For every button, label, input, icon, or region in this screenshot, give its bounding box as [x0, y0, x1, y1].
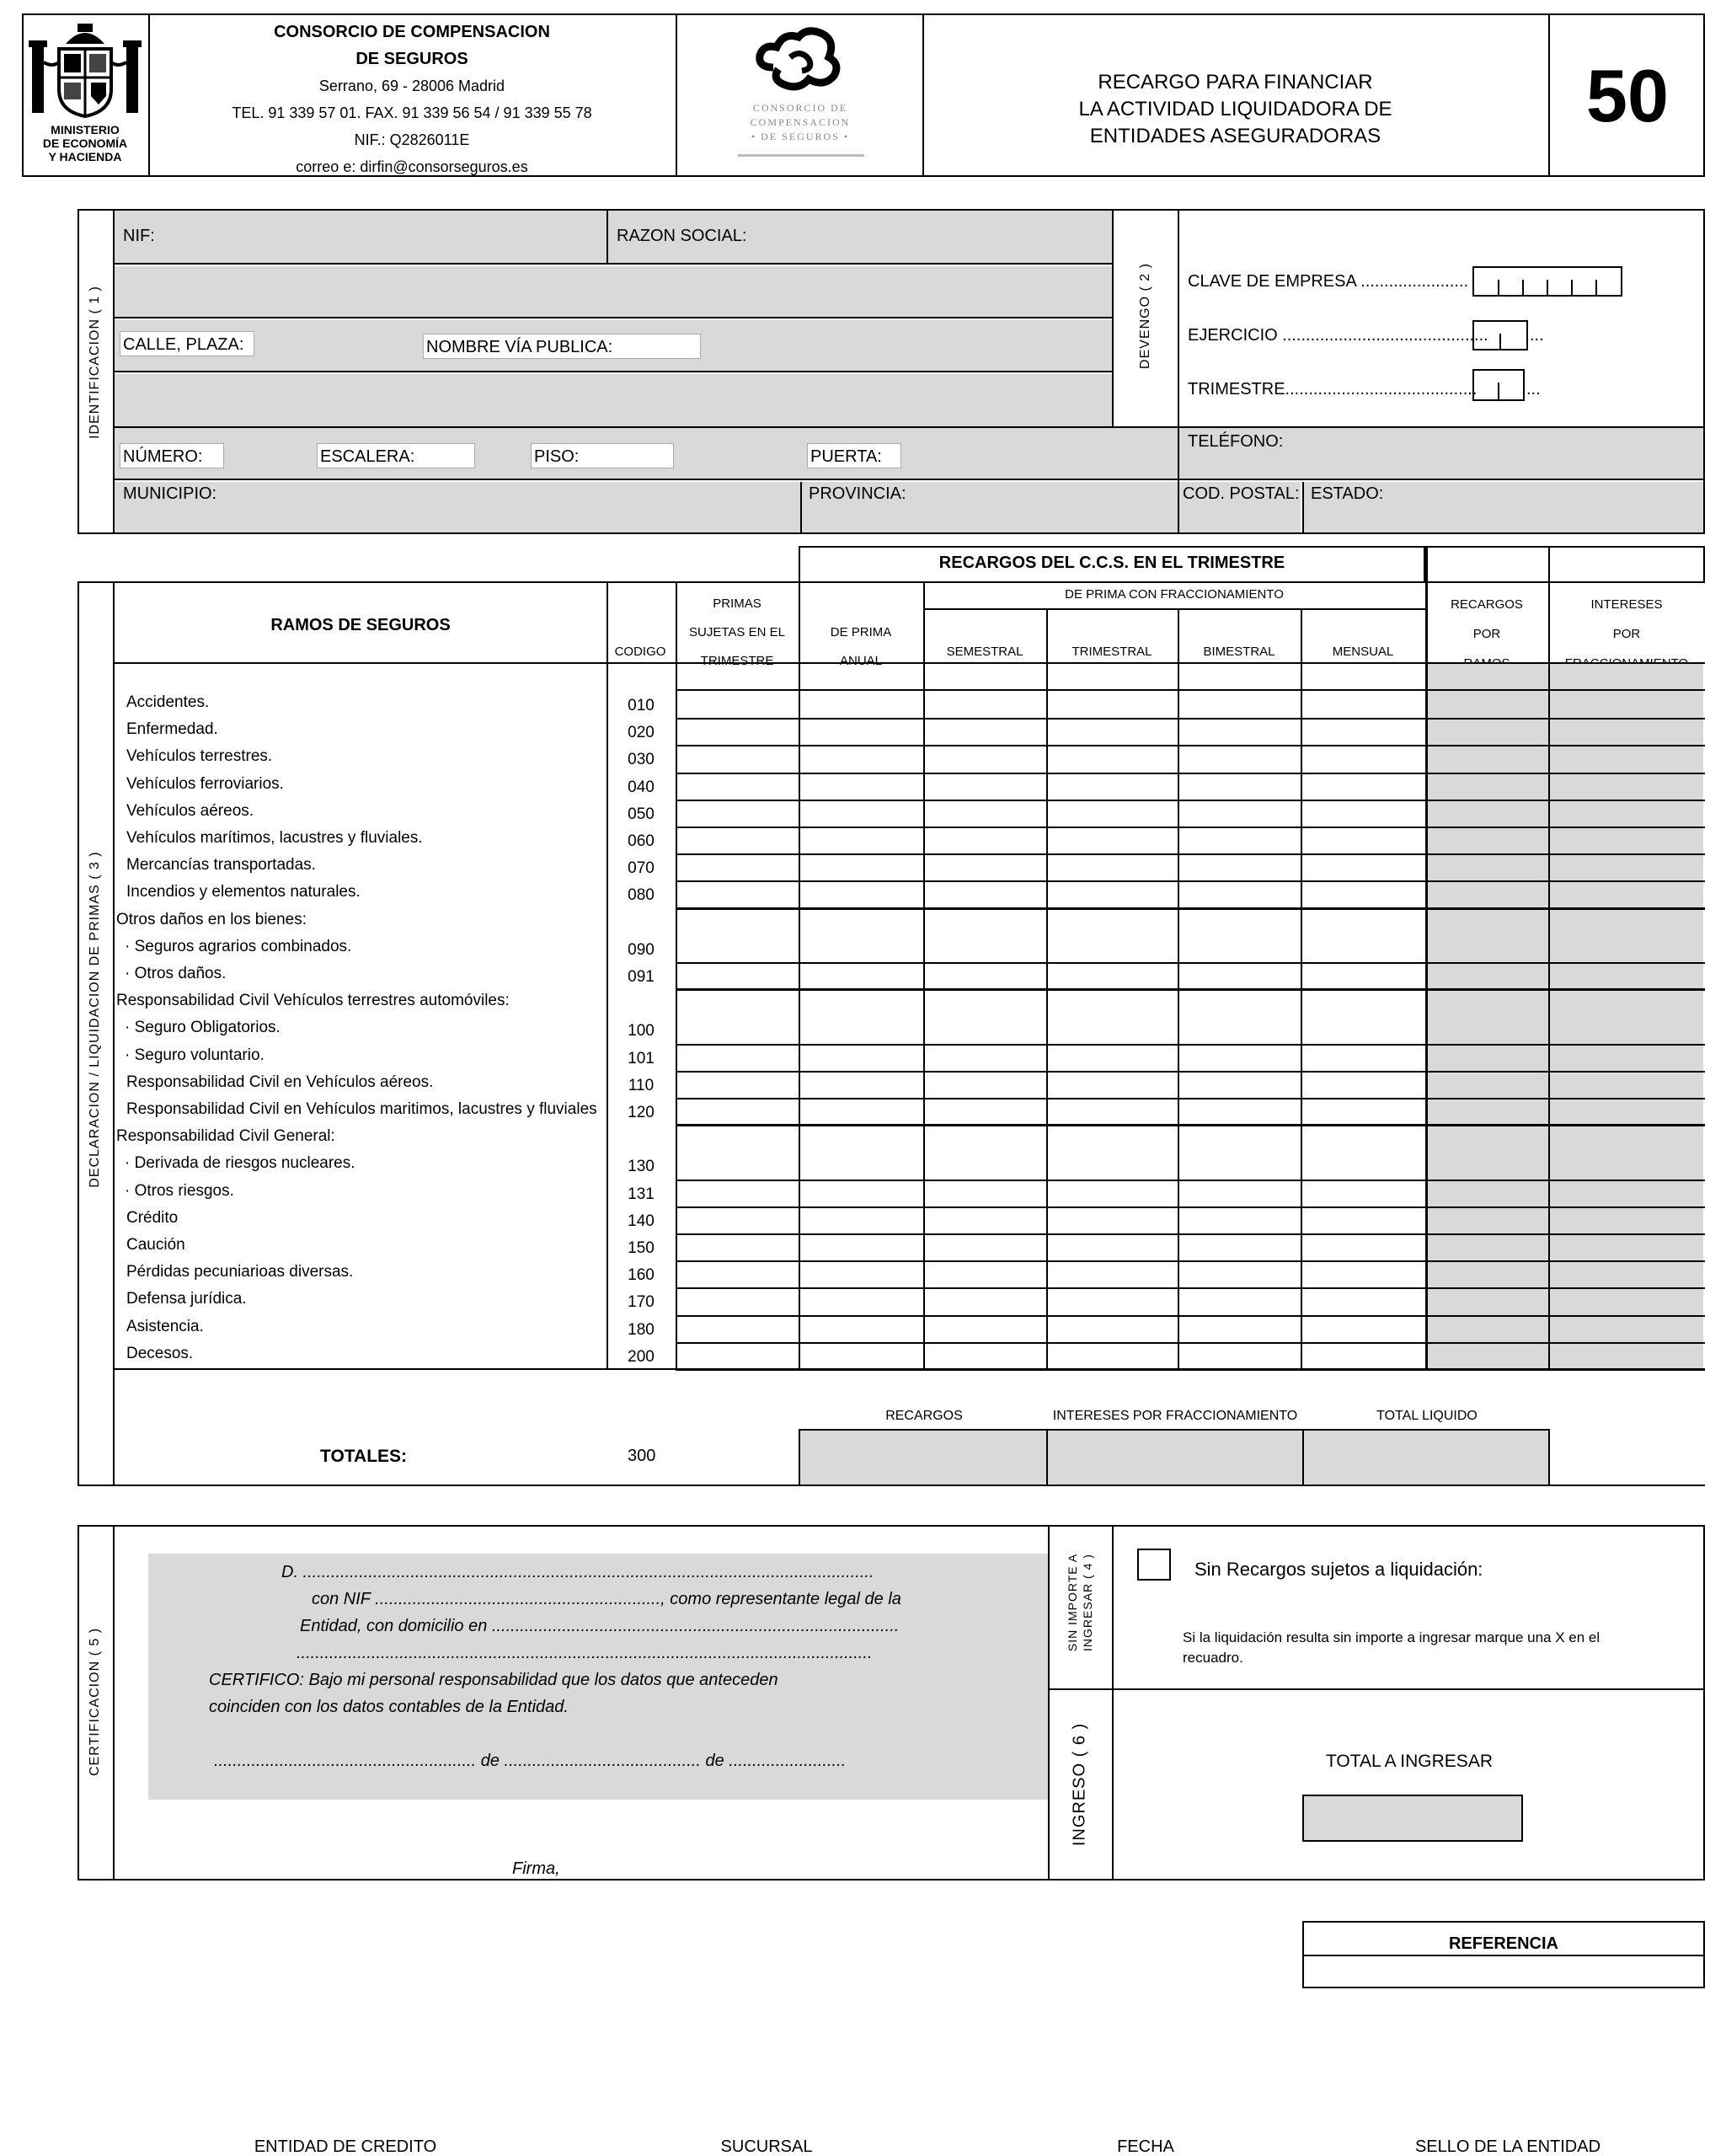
ramo-input-cell[interactable] — [1179, 746, 1301, 772]
ramo-input-cell[interactable] — [1048, 1208, 1178, 1233]
ramo-group-label: Responsabilidad Civil Vehículos terrestres automóviles: — [116, 992, 510, 1009]
ramo-input-cell[interactable] — [1179, 1181, 1301, 1206]
ramo-input-cell[interactable] — [1048, 720, 1178, 745]
ramo-input-cell[interactable] — [677, 746, 799, 772]
ramo-label: · Derivada de riesgos nucleares. — [125, 1155, 355, 1172]
ramo-input-cell[interactable] — [925, 1181, 1046, 1206]
ramo-group-label: Responsabilidad Civil General: — [116, 1128, 335, 1145]
ramo-group-label: Otros daños en los bienes: — [116, 911, 307, 928]
ramo-input-cell[interactable] — [925, 1289, 1046, 1314]
ramo-input-cell[interactable] — [800, 1181, 923, 1206]
ramo-input-cell[interactable] — [1302, 746, 1425, 772]
cert-line-7: ........................................................ de .......................................... de ......................... — [214, 1752, 847, 1770]
ramo-label: · Seguro Obligatorios. — [125, 1019, 281, 1036]
org-address: Serrano, 69 - 28006 Madrid — [318, 78, 505, 94]
ramo-label: Pérdidas pecuniarioas diversas. — [126, 1264, 354, 1281]
ramo-code: 200 — [628, 1347, 655, 1366]
ramo-input-cell[interactable] — [1179, 801, 1301, 827]
nombre-via-label: NOMBRE VÍA PUBLICA: — [426, 338, 613, 356]
ramo-input-cell[interactable] — [677, 937, 799, 962]
ramo-input-cell[interactable] — [1302, 882, 1425, 907]
ramo-input-cell[interactable] — [677, 1018, 799, 1043]
via-field[interactable] — [115, 374, 1112, 426]
municipio-label: MUNICIPIO: — [123, 484, 217, 503]
sucursal-label: SUCURSAL — [720, 2137, 813, 2156]
ramo-input-cell[interactable] — [1048, 801, 1178, 827]
ramo-input-cell[interactable] — [677, 693, 799, 718]
ramo-input-cell[interactable] — [925, 828, 1046, 853]
ramo-code: 130 — [628, 1158, 655, 1176]
ramo-input-cell[interactable] — [677, 774, 799, 800]
sin-importe-divider — [1112, 1525, 1114, 1880]
ramo-input-cell[interactable] — [1179, 1344, 1301, 1369]
ramo-input-cell[interactable] — [1302, 720, 1425, 745]
ramo-input-cell[interactable] — [1179, 774, 1301, 800]
ramo-input-cell[interactable] — [1048, 1289, 1178, 1314]
ramo-input-cell[interactable] — [1179, 855, 1301, 880]
fecha-label: FECHA — [1117, 2137, 1174, 2156]
ramo-input-cell[interactable] — [925, 1317, 1046, 1342]
org-name-2: DE SEGUROS — [355, 50, 468, 68]
sin-recargos-title: Sin Recargos sujetos a liquidación: — [1194, 1559, 1483, 1580]
ramo-input-cell[interactable] — [677, 1262, 799, 1287]
ramo-input-cell[interactable] — [800, 855, 923, 880]
ramo-input-cell[interactable] — [925, 964, 1046, 989]
ramo-input-cell[interactable] — [677, 1289, 799, 1314]
ramo-input-cell[interactable] — [925, 1073, 1046, 1098]
municipio-field[interactable] — [115, 482, 800, 532]
ramo-input-cell[interactable] — [800, 1099, 923, 1125]
nif-row — [115, 211, 1112, 265]
ramo-input-cell[interactable] — [925, 1262, 1046, 1287]
ramo-code: 131 — [628, 1185, 655, 1203]
ramo-input-cell[interactable] — [1048, 855, 1178, 880]
header-divider — [676, 13, 677, 177]
ramo-code: 101 — [628, 1049, 655, 1067]
ramo-label: · Otros riesgos. — [125, 1182, 234, 1199]
piso-label: PISO: — [534, 447, 580, 466]
ramo-input-cell[interactable] — [800, 693, 923, 718]
total-ingresar-field[interactable] — [1302, 1795, 1523, 1842]
ramo-input-cell[interactable] — [677, 1181, 799, 1206]
clave-empresa-field[interactable] — [1472, 266, 1622, 297]
ramo-input-cell[interactable] — [1048, 1262, 1178, 1287]
ramo-input-cell[interactable] — [1302, 1046, 1425, 1071]
ramo-input-cell[interactable] — [800, 1073, 923, 1098]
ramo-input-cell[interactable] — [925, 693, 1046, 718]
ramo-input-cell[interactable] — [677, 882, 799, 907]
ramo-input-cell[interactable] — [1302, 937, 1425, 962]
recargos-ramos-column — [1426, 664, 1548, 1368]
ramo-code: 160 — [628, 1266, 655, 1285]
ingreso-label: INGRESO ( 6 ) — [1070, 1722, 1089, 1847]
ramo-input-cell[interactable] — [1179, 828, 1301, 853]
declaracion-label: DECLARACION / LIQUIDACION DE PRIMAS ( 3 ) — [88, 851, 102, 1188]
col-recargos-header: RECARGOS POR — [1451, 597, 1523, 641]
ramo-input-cell[interactable] — [1179, 1099, 1301, 1125]
ramo-label: Vehículos marítimos, lacustres y fluviales. — [126, 830, 423, 846]
sin-importe-label: SIN IMPORTE A INGRESAR ( 4 ) — [1066, 1553, 1094, 1652]
ramo-input-cell[interactable] — [925, 801, 1046, 827]
ramo-input-cell[interactable] — [677, 1046, 799, 1071]
trimestre-label: TRIMESTRE......................................... — [1188, 380, 1478, 399]
ramo-input-cell[interactable] — [800, 882, 923, 907]
ramo-input-cell[interactable] — [925, 1208, 1046, 1233]
ramo-label: Accidentes. — [126, 694, 210, 710]
sin-recargos-note: Si la liquidación resulta sin importe a ingresar marque una X en el recuadro. — [1183, 1629, 1600, 1666]
row-rule — [676, 988, 1705, 990]
ramo-input-cell[interactable] — [1179, 1235, 1301, 1260]
cod-postal-label: COD. POSTAL: — [1183, 484, 1300, 503]
subgroup-bottom — [923, 608, 1425, 610]
ramo-input-cell[interactable] — [800, 801, 923, 827]
ramo-code: 060 — [628, 832, 655, 850]
ramo-input-cell[interactable] — [1048, 964, 1178, 989]
row-rule — [676, 907, 1705, 909]
ramo-input-cell[interactable] — [1302, 1181, 1425, 1206]
nif-label: NIF: — [123, 227, 155, 245]
trimestre-field[interactable] — [1472, 369, 1525, 401]
ramo-input-cell[interactable] — [1302, 1153, 1425, 1179]
ramo-code: 180 — [628, 1320, 655, 1339]
clave-empresa-label: CLAVE DE EMPRESA ....................... — [1188, 272, 1469, 291]
ramo-label: Vehículos terrestres. — [126, 748, 273, 765]
ramo-code: 120 — [628, 1104, 655, 1121]
identificacion-label: IDENTIFICACION ( 1 ) — [88, 286, 102, 439]
row-rule — [676, 1369, 1705, 1371]
ramo-input-cell[interactable] — [1302, 1262, 1425, 1287]
sin-importe-bottom — [1048, 1688, 1705, 1690]
ramo-code: 170 — [628, 1293, 655, 1312]
ramo-label: Caución — [126, 1237, 185, 1253]
ramo-input-cell[interactable] — [1179, 1153, 1301, 1179]
ramo-input-cell[interactable] — [1048, 693, 1178, 718]
trimestre-tail: ... — [1526, 380, 1541, 399]
ramo-input-cell[interactable] — [1048, 1344, 1178, 1369]
ramo-input-cell[interactable] — [1048, 1153, 1178, 1179]
ramo-input-cell[interactable] — [800, 964, 923, 989]
ramo-input-cell[interactable] — [925, 855, 1046, 880]
devengo-label: DEVENGO ( 2 ) — [1138, 263, 1152, 369]
ramo-input-cell[interactable] — [925, 882, 1046, 907]
ramo-input-cell[interactable] — [1179, 1317, 1301, 1342]
ramo-input-cell[interactable] — [1179, 937, 1301, 962]
row-rule — [676, 689, 1705, 691]
ramo-input-cell[interactable] — [800, 1344, 923, 1369]
calle-plaza-label: CALLE, PLAZA: — [123, 335, 244, 354]
certificacion-label: CERTIFICACION ( 5 ) — [88, 1627, 102, 1777]
ramo-input-cell[interactable] — [1302, 1073, 1425, 1098]
nif-divider — [607, 211, 608, 265]
ramo-input-cell[interactable] — [1048, 1046, 1178, 1071]
ramo-input-cell[interactable] — [925, 937, 1046, 962]
ramo-code: 140 — [628, 1212, 655, 1230]
ramo-input-cell[interactable] — [677, 801, 799, 827]
ramo-input-cell[interactable] — [1179, 1018, 1301, 1043]
col-intereses-header: INTERESES POR — [1590, 597, 1663, 641]
ramo-label: Defensa jurídica. — [126, 1291, 247, 1308]
org-name: CONSORCIO DE COMPENSACION — [274, 23, 550, 41]
ramo-input-cell[interactable] — [1179, 1208, 1301, 1233]
coat-of-arms-icon — [24, 20, 147, 121]
col-anual-header: DE PRIMA ANUAL — [830, 625, 892, 668]
certificacion-label-divider — [113, 1525, 115, 1880]
ramo-code: 110 — [628, 1076, 655, 1094]
ramo-input-cell[interactable] — [925, 720, 1046, 745]
ramo-input-cell[interactable] — [925, 1344, 1046, 1369]
ramo-label: Enfermedad. — [126, 721, 218, 738]
ramo-input-cell[interactable] — [1302, 1235, 1425, 1260]
ramo-input-cell[interactable] — [1048, 882, 1178, 907]
ramo-input-cell[interactable] — [800, 1153, 923, 1179]
ramo-input-cell[interactable] — [1179, 1046, 1301, 1071]
ramo-code: 040 — [628, 778, 655, 796]
col-mensual-header: MENSUAL — [1332, 645, 1394, 659]
ramo-label: Decesos. — [126, 1345, 194, 1362]
escalera-label: ESCALERA: — [320, 447, 415, 466]
org-info — [150, 19, 674, 180]
ramo-input-cell[interactable] — [1179, 693, 1301, 718]
ramo-code: 090 — [628, 940, 655, 959]
ramo-input-cell[interactable] — [1302, 1018, 1425, 1043]
ramo-input-cell[interactable] — [800, 1262, 923, 1287]
col-primas-header: PRIMAS SUJETAS EN EL TRIMESTRE — [689, 597, 785, 668]
ramo-input-cell[interactable] — [1302, 693, 1425, 718]
firma-label: Firma, — [512, 1859, 560, 1878]
row-rule — [676, 1124, 1705, 1126]
devengo-left — [1112, 209, 1114, 426]
ramo-code: 150 — [628, 1239, 655, 1257]
col-line-intereses — [1548, 581, 1550, 1370]
ramo-input-cell[interactable] — [677, 1317, 799, 1342]
ramo-input-cell[interactable] — [677, 828, 799, 853]
numero-label: NÚMERO: — [123, 447, 203, 466]
ramo-input-cell[interactable] — [1048, 1235, 1178, 1260]
ejercicio-tail: ... — [1530, 326, 1544, 345]
totales-code: 300 — [628, 1447, 656, 1465]
razon-social-field[interactable] — [115, 266, 1112, 318]
ramo-input-cell[interactable] — [1302, 1317, 1425, 1342]
ramo-input-cell[interactable] — [1048, 1317, 1178, 1342]
ramo-label: Responsabilidad Civil en Vehículos aéreos. — [126, 1073, 434, 1090]
ramo-input-cell[interactable] — [1048, 828, 1178, 853]
ramo-input-cell[interactable] — [925, 1099, 1046, 1125]
recargos-ramos-header-top — [1425, 546, 1705, 583]
ramo-code: 070 — [628, 859, 655, 878]
ramo-input-cell[interactable] — [1302, 1099, 1425, 1125]
ramo-input-cell[interactable] — [925, 1235, 1046, 1260]
ramo-input-cell[interactable] — [677, 720, 799, 745]
declaracion-label-divider — [113, 581, 115, 1486]
ramo-input-cell[interactable] — [677, 1073, 799, 1098]
ramo-label: Asistencia. — [126, 1318, 204, 1335]
ramo-input-cell[interactable] — [1302, 1208, 1425, 1233]
ramo-label: Mercancías transportadas. — [126, 857, 316, 874]
tot-liquido-header: TOTAL LIQUIDO — [1376, 1409, 1478, 1423]
col-bimestral-header: BIMESTRAL — [1203, 645, 1275, 659]
ramo-input-cell[interactable] — [800, 1289, 923, 1314]
ramo-code: 100 — [628, 1022, 655, 1041]
ramo-input-cell[interactable] — [1048, 1018, 1178, 1043]
tot-intereses-header: INTERESES POR FRACCIONAMIENTO — [1052, 1409, 1298, 1423]
ramo-label: Vehículos aéreos. — [126, 802, 254, 819]
recargos-intereses-divider-top — [1548, 546, 1550, 583]
cert-line-2: con NIF ............................................................., como representante legal de la — [312, 1590, 901, 1608]
ramo-code: 091 — [628, 968, 655, 986]
ramo-input-cell[interactable] — [1048, 1181, 1178, 1206]
ramo-input-cell[interactable] — [800, 828, 923, 853]
total-ingresar-label: TOTAL A INGRESAR — [1325, 1752, 1493, 1771]
ramo-input-cell[interactable] — [1179, 1289, 1301, 1314]
col-trimestral-header: TRIMESTRAL — [1071, 645, 1152, 659]
ramo-input-cell[interactable] — [800, 937, 923, 962]
identificacion-bottom — [77, 532, 1705, 534]
cert-line-5: CERTIFICO: Bajo mi personal responsabilidad que los datos que anteceden — [209, 1671, 778, 1689]
ramo-input-cell[interactable] — [925, 746, 1046, 772]
ramo-input-cell[interactable] — [1302, 1289, 1425, 1314]
ramo-input-cell[interactable] — [677, 855, 799, 880]
ramo-input-cell[interactable] — [1302, 828, 1425, 853]
razon-social-label: RAZON SOCIAL: — [617, 227, 747, 245]
ramo-input-cell[interactable] — [1302, 1344, 1425, 1369]
col-ramos-header: RAMOS DE SEGUROS — [270, 616, 451, 634]
form-title: RECARGO PARA FINANCIAR LA ACTIVIDAD LIQUIDADORA DE ENTIDADES ASEGURADORAS — [1078, 71, 1392, 147]
cert-line-3: Entidad, con domicilio en ....................................................................................... — [300, 1617, 900, 1635]
sin-recargos-checkbox[interactable] — [1137, 1549, 1171, 1581]
ramo-input-cell[interactable] — [677, 964, 799, 989]
logo-fine-print — [738, 154, 864, 157]
ramo-input-cell[interactable] — [677, 1344, 799, 1369]
subgroup-title: DE PRIMA CON FRACCIONAMIENTO — [1065, 587, 1284, 602]
tot-recargos-header: RECARGOS — [885, 1409, 963, 1423]
ramo-label: Vehículos ferroviarios. — [126, 775, 284, 792]
ramo-input-cell[interactable] — [677, 1208, 799, 1233]
sello-entidad-label: SELLO DE LA ENTIDAD — [1414, 2137, 1601, 2156]
ramo-input-cell[interactable] — [1048, 937, 1178, 962]
estado-label: ESTADO: — [1311, 484, 1384, 503]
ramo-input-cell[interactable] — [1048, 774, 1178, 800]
puerta-label: PUERTA: — [810, 447, 882, 466]
ramo-label: Crédito — [126, 1209, 179, 1226]
ejercicio-label: EJERCICIO ............................................ — [1188, 326, 1488, 345]
ramo-input-cell[interactable] — [1179, 964, 1301, 989]
col-semestral-header: SEMESTRAL — [946, 645, 1023, 659]
provincia-label: PROVINCIA: — [809, 484, 906, 503]
intereses-column — [1550, 664, 1703, 1368]
col-line-recargos — [1425, 546, 1428, 1370]
ramo-input-cell[interactable] — [800, 1046, 923, 1071]
ramo-input-cell[interactable] — [677, 1099, 799, 1125]
ramo-input-cell[interactable] — [800, 1317, 923, 1342]
telefono-label: TELÉFONO: — [1188, 432, 1284, 451]
recargos-group-title: RECARGOS DEL C.C.S. EN EL TRIMESTRE — [938, 554, 1285, 572]
totales-intereses-field[interactable] — [1046, 1429, 1304, 1486]
ramo-input-cell[interactable] — [1179, 1073, 1301, 1098]
ejercicio-field[interactable] — [1472, 320, 1528, 350]
ramo-input-cell[interactable] — [800, 720, 923, 745]
ramo-label: · Seguros agrarios combinados. — [125, 938, 352, 955]
ramo-input-cell[interactable] — [1179, 1262, 1301, 1287]
ramo-code: 020 — [628, 724, 655, 742]
org-phones: TEL. 91 339 57 01. FAX. 91 339 56 54 / 91 339 55 78 — [232, 104, 592, 121]
ramo-input-cell[interactable] — [800, 746, 923, 772]
ramo-input-cell[interactable] — [677, 1235, 799, 1260]
sin-importe-left — [1048, 1525, 1050, 1880]
consorcio-logo-icon — [724, 24, 876, 96]
ramo-code: 010 — [628, 697, 655, 714]
ramo-code: 050 — [628, 805, 655, 823]
ramo-input-cell[interactable] — [800, 1235, 923, 1260]
ramo-code: 080 — [628, 886, 655, 905]
ramo-input-cell[interactable] — [677, 1153, 799, 1179]
referencia-field[interactable] — [1304, 1956, 1703, 1987]
ramo-input-cell[interactable] — [1179, 720, 1301, 745]
org-nif: NIF.: Q2826011E — [354, 131, 470, 148]
cert-line-6: coinciden con los datos contables de la Entidad. — [209, 1698, 569, 1716]
ramo-label: · Otros daños. — [125, 966, 227, 982]
ministry-name: MINISTERIO DE ECONOMÍA Y HACIENDA — [42, 123, 128, 163]
ramo-input-cell[interactable] — [1048, 1099, 1178, 1125]
ramo-input-cell[interactable] — [1048, 746, 1178, 772]
ramo-input-cell[interactable] — [800, 1018, 923, 1043]
ramo-input-cell[interactable] — [1302, 855, 1425, 880]
entidad-credito-label: ENTIDAD DE CREDITO — [254, 2137, 437, 2156]
form-number: 50 — [1586, 54, 1669, 137]
ramo-input-cell[interactable] — [1302, 964, 1425, 989]
ramo-input-cell[interactable] — [925, 774, 1046, 800]
ramo-input-cell[interactable] — [800, 1208, 923, 1233]
referencia-label: REFERENCIA — [1448, 1934, 1558, 1953]
ramo-input-cell[interactable] — [925, 1153, 1046, 1179]
org-email: correo e: dirfin@consorseguros.es — [296, 158, 528, 175]
ramo-input-cell[interactable] — [1302, 774, 1425, 800]
ramo-input-cell[interactable] — [800, 774, 923, 800]
totales-label: TOTALES: — [320, 1447, 408, 1466]
ramo-input-cell[interactable] — [925, 1046, 1046, 1071]
ramo-code: 030 — [628, 751, 655, 769]
ramo-label: Responsabilidad Civil en Vehículos maritimos, lacustres y fluviales — [126, 1101, 597, 1117]
cert-line-4: ........................................................................................................................... — [297, 1644, 873, 1662]
ramo-input-cell[interactable] — [1048, 1073, 1178, 1098]
totales-recargos-field[interactable] — [799, 1429, 1048, 1486]
ramo-label: Incendios y elementos naturales. — [126, 884, 361, 901]
ramo-input-cell[interactable] — [1302, 801, 1425, 827]
ramo-label: · Seguro voluntario. — [125, 1046, 265, 1063]
cert-line-1: D. .......................................................................................................................... — [281, 1563, 874, 1581]
ramo-input-cell[interactable] — [925, 1018, 1046, 1043]
totales-liquido-field[interactable] — [1302, 1429, 1550, 1486]
consorcio-logo-text: CONSORCIO DE COMPENSACION • DE SEGUROS • — [750, 102, 851, 142]
col-codigo-header: CODIGO — [614, 645, 666, 659]
ramo-input-cell[interactable] — [1179, 882, 1301, 907]
